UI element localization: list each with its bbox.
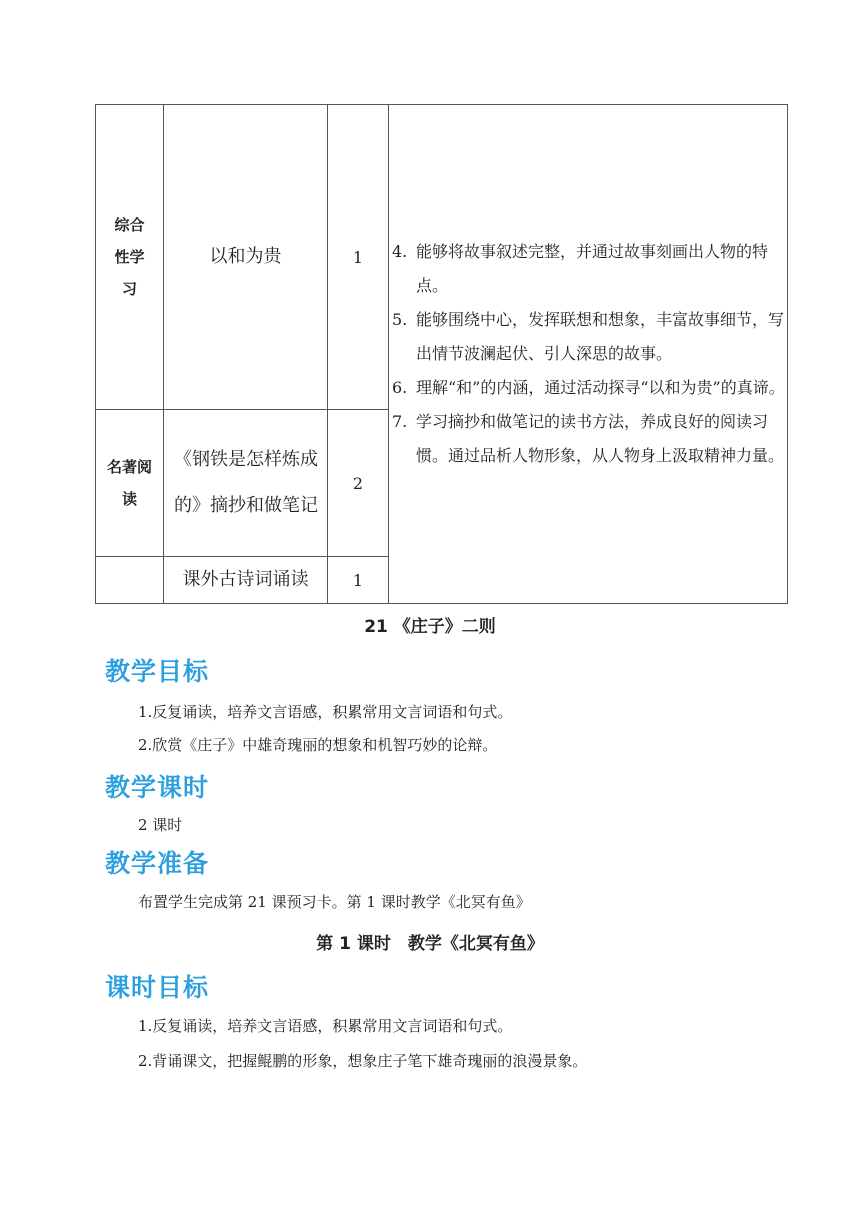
lesson-title: 21 《庄子》二则 [364,617,496,637]
period-goal-line: 2.背诵课文，把握鲲鹏的形象，想象庄子笔下雄奇瑰丽的浪漫景象。 [138,1052,588,1070]
prep-text: 布置学生完成第 21 课预习卡。第 1 课时教学《北冥有鱼》 [138,893,531,911]
prep-heading: 教学准备 [105,849,210,878]
category-label: 综合性学习 [114,216,145,298]
goal-text: 能够将故事叙述完整，并通过故事刻画出人物的特点。 [416,242,769,295]
objective-line: 1.反复诵读，培养文言语感，积累常用文言词语和句式。 [138,703,513,721]
goal-number: 7. [392,412,408,431]
title-cell: 课外古诗词诵读 [164,557,328,604]
goal-text: 学习摘抄和做笔记的读书方法，养成良好的阅读习惯。通过品析人物形象，从人物身上汲取精神力量。 [416,412,785,465]
hours-text: 2 课时 [138,816,183,834]
goal-item [389,235,787,303]
objective-line: 2.欣赏《庄子》中雄奇瑰丽的想象和机智巧妙的论辩。 [138,736,498,754]
goal-item [389,303,787,371]
goal-text: 能够围绕中心，发挥联想和想象，丰富故事细节，写出情节波澜起伏、引人深思的故事。 [416,310,785,363]
goal-number: 6. [392,378,408,397]
hours-cell: 2 [328,410,389,557]
hours-cell: 1 [328,105,389,410]
goal-text: 理解“和”的内涵，通过活动探寻“以和为贵”的真谛。 [416,378,785,397]
goal-number: 4. [392,242,408,261]
title-cell: 以和为贵 [164,105,328,410]
title-text: 《钢铁是怎样炼成的》摘抄和做笔记 [174,449,318,516]
goal-item [389,371,787,405]
table-row [96,105,788,410]
category-cell [96,410,164,557]
goals-cell [389,105,788,604]
period-goal-line: 1.反复诵读，培养文言语感，积累常用文言词语和句式。 [138,1017,513,1035]
hours-cell: 1 [328,557,389,604]
hours-heading: 教学课时 [105,773,210,802]
category-cell [96,105,164,410]
category-cell [96,557,164,604]
period-goals-heading: 课时目标 [105,973,210,1002]
unit-plan-table [95,104,788,604]
goal-number: 5. [392,310,408,329]
title-cell [164,410,328,557]
goal-item [389,405,787,473]
objectives-heading: 教学目标 [105,657,210,686]
category-label: 名著阅读 [106,458,152,508]
period-title: 第 1 课时 教学《北冥有鱼》 [316,934,544,954]
